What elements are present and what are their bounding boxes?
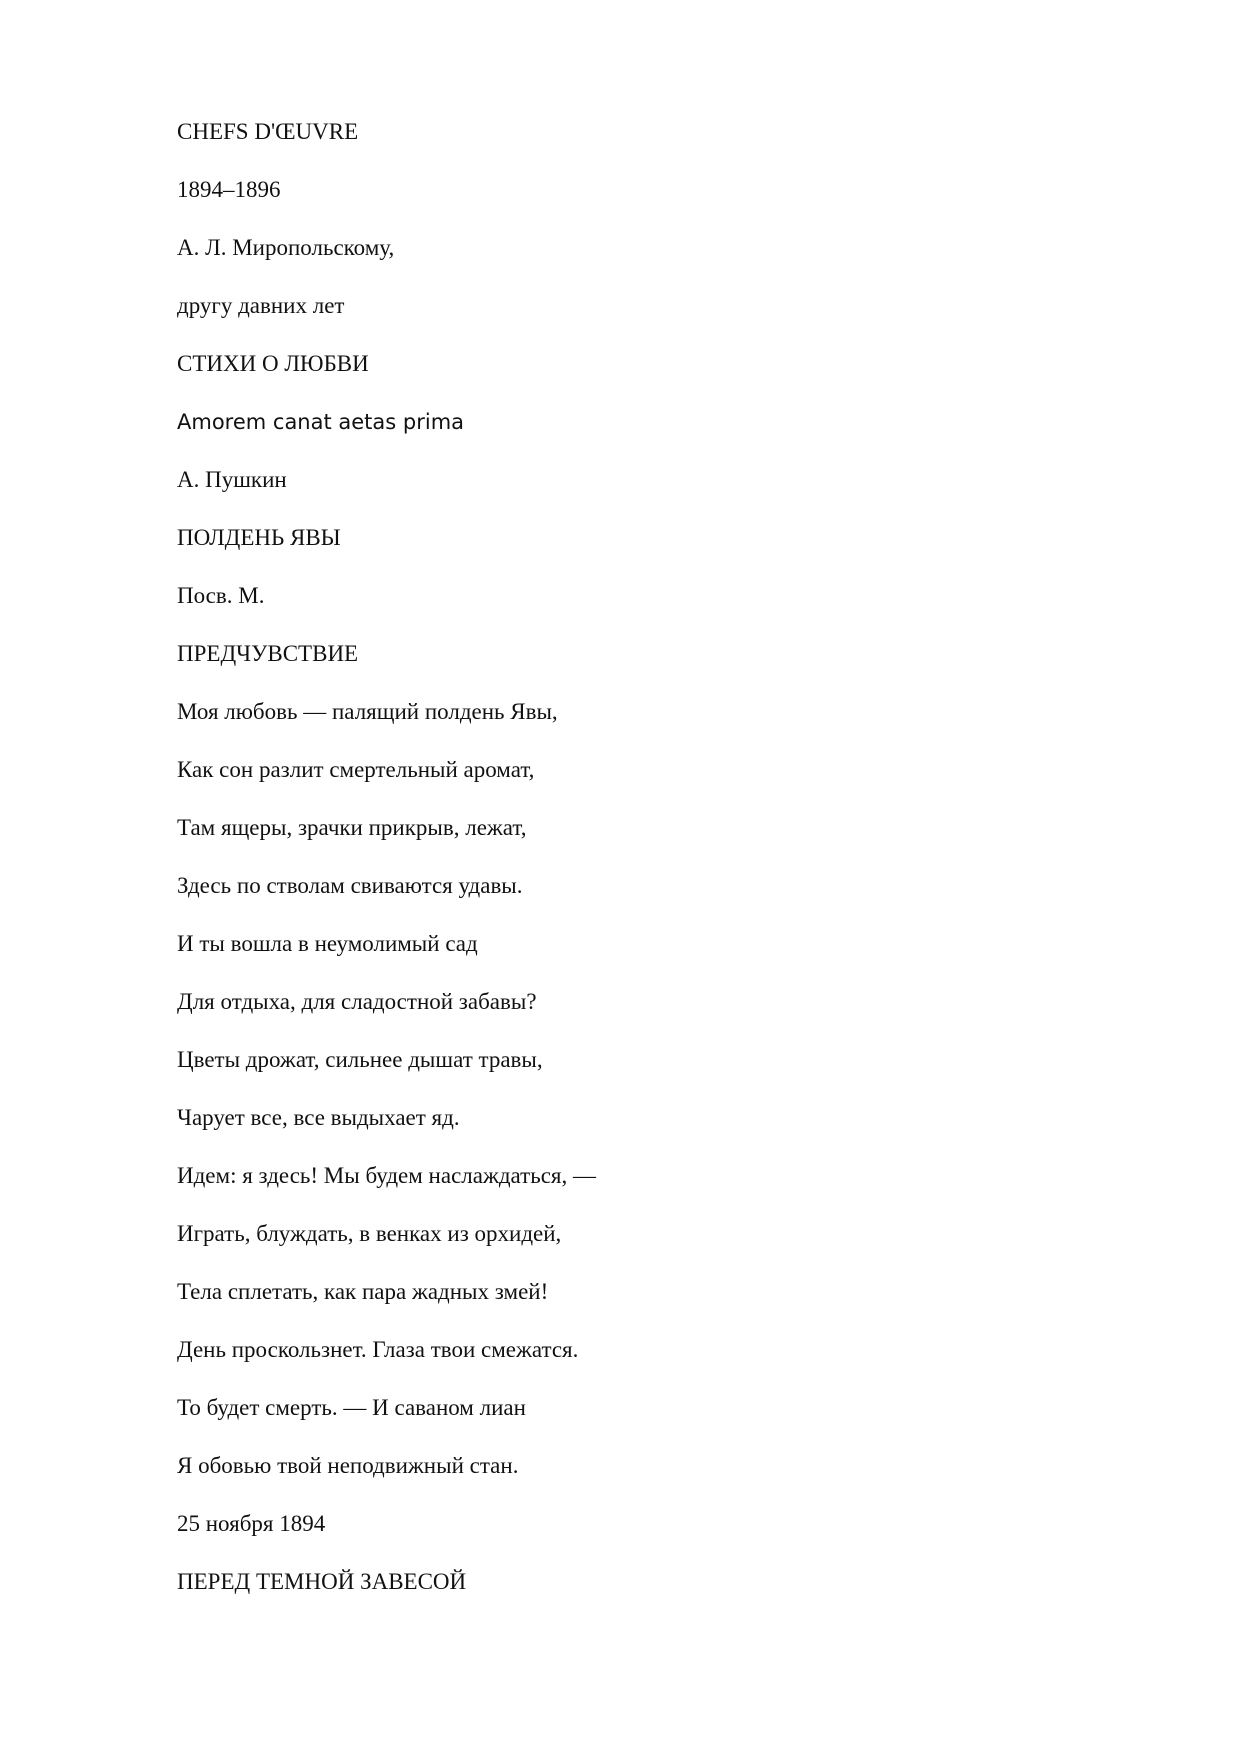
poem-title: ПЕРЕД ТЕМНОЙ ЗАВЕСОЙ bbox=[177, 1569, 467, 1594]
poem-line: Как сон разлит смертельный аромат, bbox=[177, 757, 535, 782]
poem-line: Я обовью твой неподвижный стан. bbox=[177, 1453, 519, 1478]
poem-line: Здесь по стволам свиваются удавы. bbox=[177, 873, 523, 898]
poem-line: Моя любовь — палящий полдень Явы, bbox=[177, 699, 558, 724]
poem-line: Чарует все, все выдыхает яд. bbox=[177, 1105, 460, 1130]
poem-title: ПРЕДЧУВСТВИЕ bbox=[177, 641, 359, 666]
epigraph-author: А. Пушкин bbox=[177, 467, 287, 492]
poem-line: Играть, блуждать, в венках из орхидей, bbox=[177, 1221, 562, 1246]
poem-line: То будет смерть. — И саваном лиан bbox=[177, 1395, 526, 1420]
dedication-line: другу давних лет bbox=[177, 293, 345, 318]
section-title: СТИХИ О ЛЮБВИ bbox=[177, 351, 369, 376]
poem-line: Там ящеры, зрачки прикрыв, лежат, bbox=[177, 815, 527, 840]
text-body bbox=[177, 116, 1157, 1624]
poem-line: Тела сплетать, как пара жадных змей! bbox=[177, 1279, 549, 1304]
poem-line: День проскользнет. Глаза твои смежатся. bbox=[177, 1337, 579, 1362]
dedication-line: Посв. М. bbox=[177, 583, 265, 608]
epigraph: Amorem canat aetas prima bbox=[177, 410, 465, 434]
poem-line: И ты вошла в неумолимый сад bbox=[177, 931, 478, 956]
subsection-title: ПОЛДЕНЬ ЯВЫ bbox=[177, 525, 341, 550]
poem-line: Для отдыха, для сладостной забавы? bbox=[177, 989, 537, 1014]
poem-line: Цветы дрожат, сильнее дышат травы, bbox=[177, 1047, 543, 1072]
poem-date: 25 ноября 1894 bbox=[177, 1511, 326, 1536]
poem-line: Идем: я здесь! Мы будем наслаждаться, — bbox=[177, 1163, 596, 1188]
collection-title: CHEFS D'ŒUVRE bbox=[177, 119, 359, 144]
collection-years: 1894–1896 bbox=[177, 177, 281, 202]
dedication-line: А. Л. Миропольскому, bbox=[177, 235, 395, 260]
